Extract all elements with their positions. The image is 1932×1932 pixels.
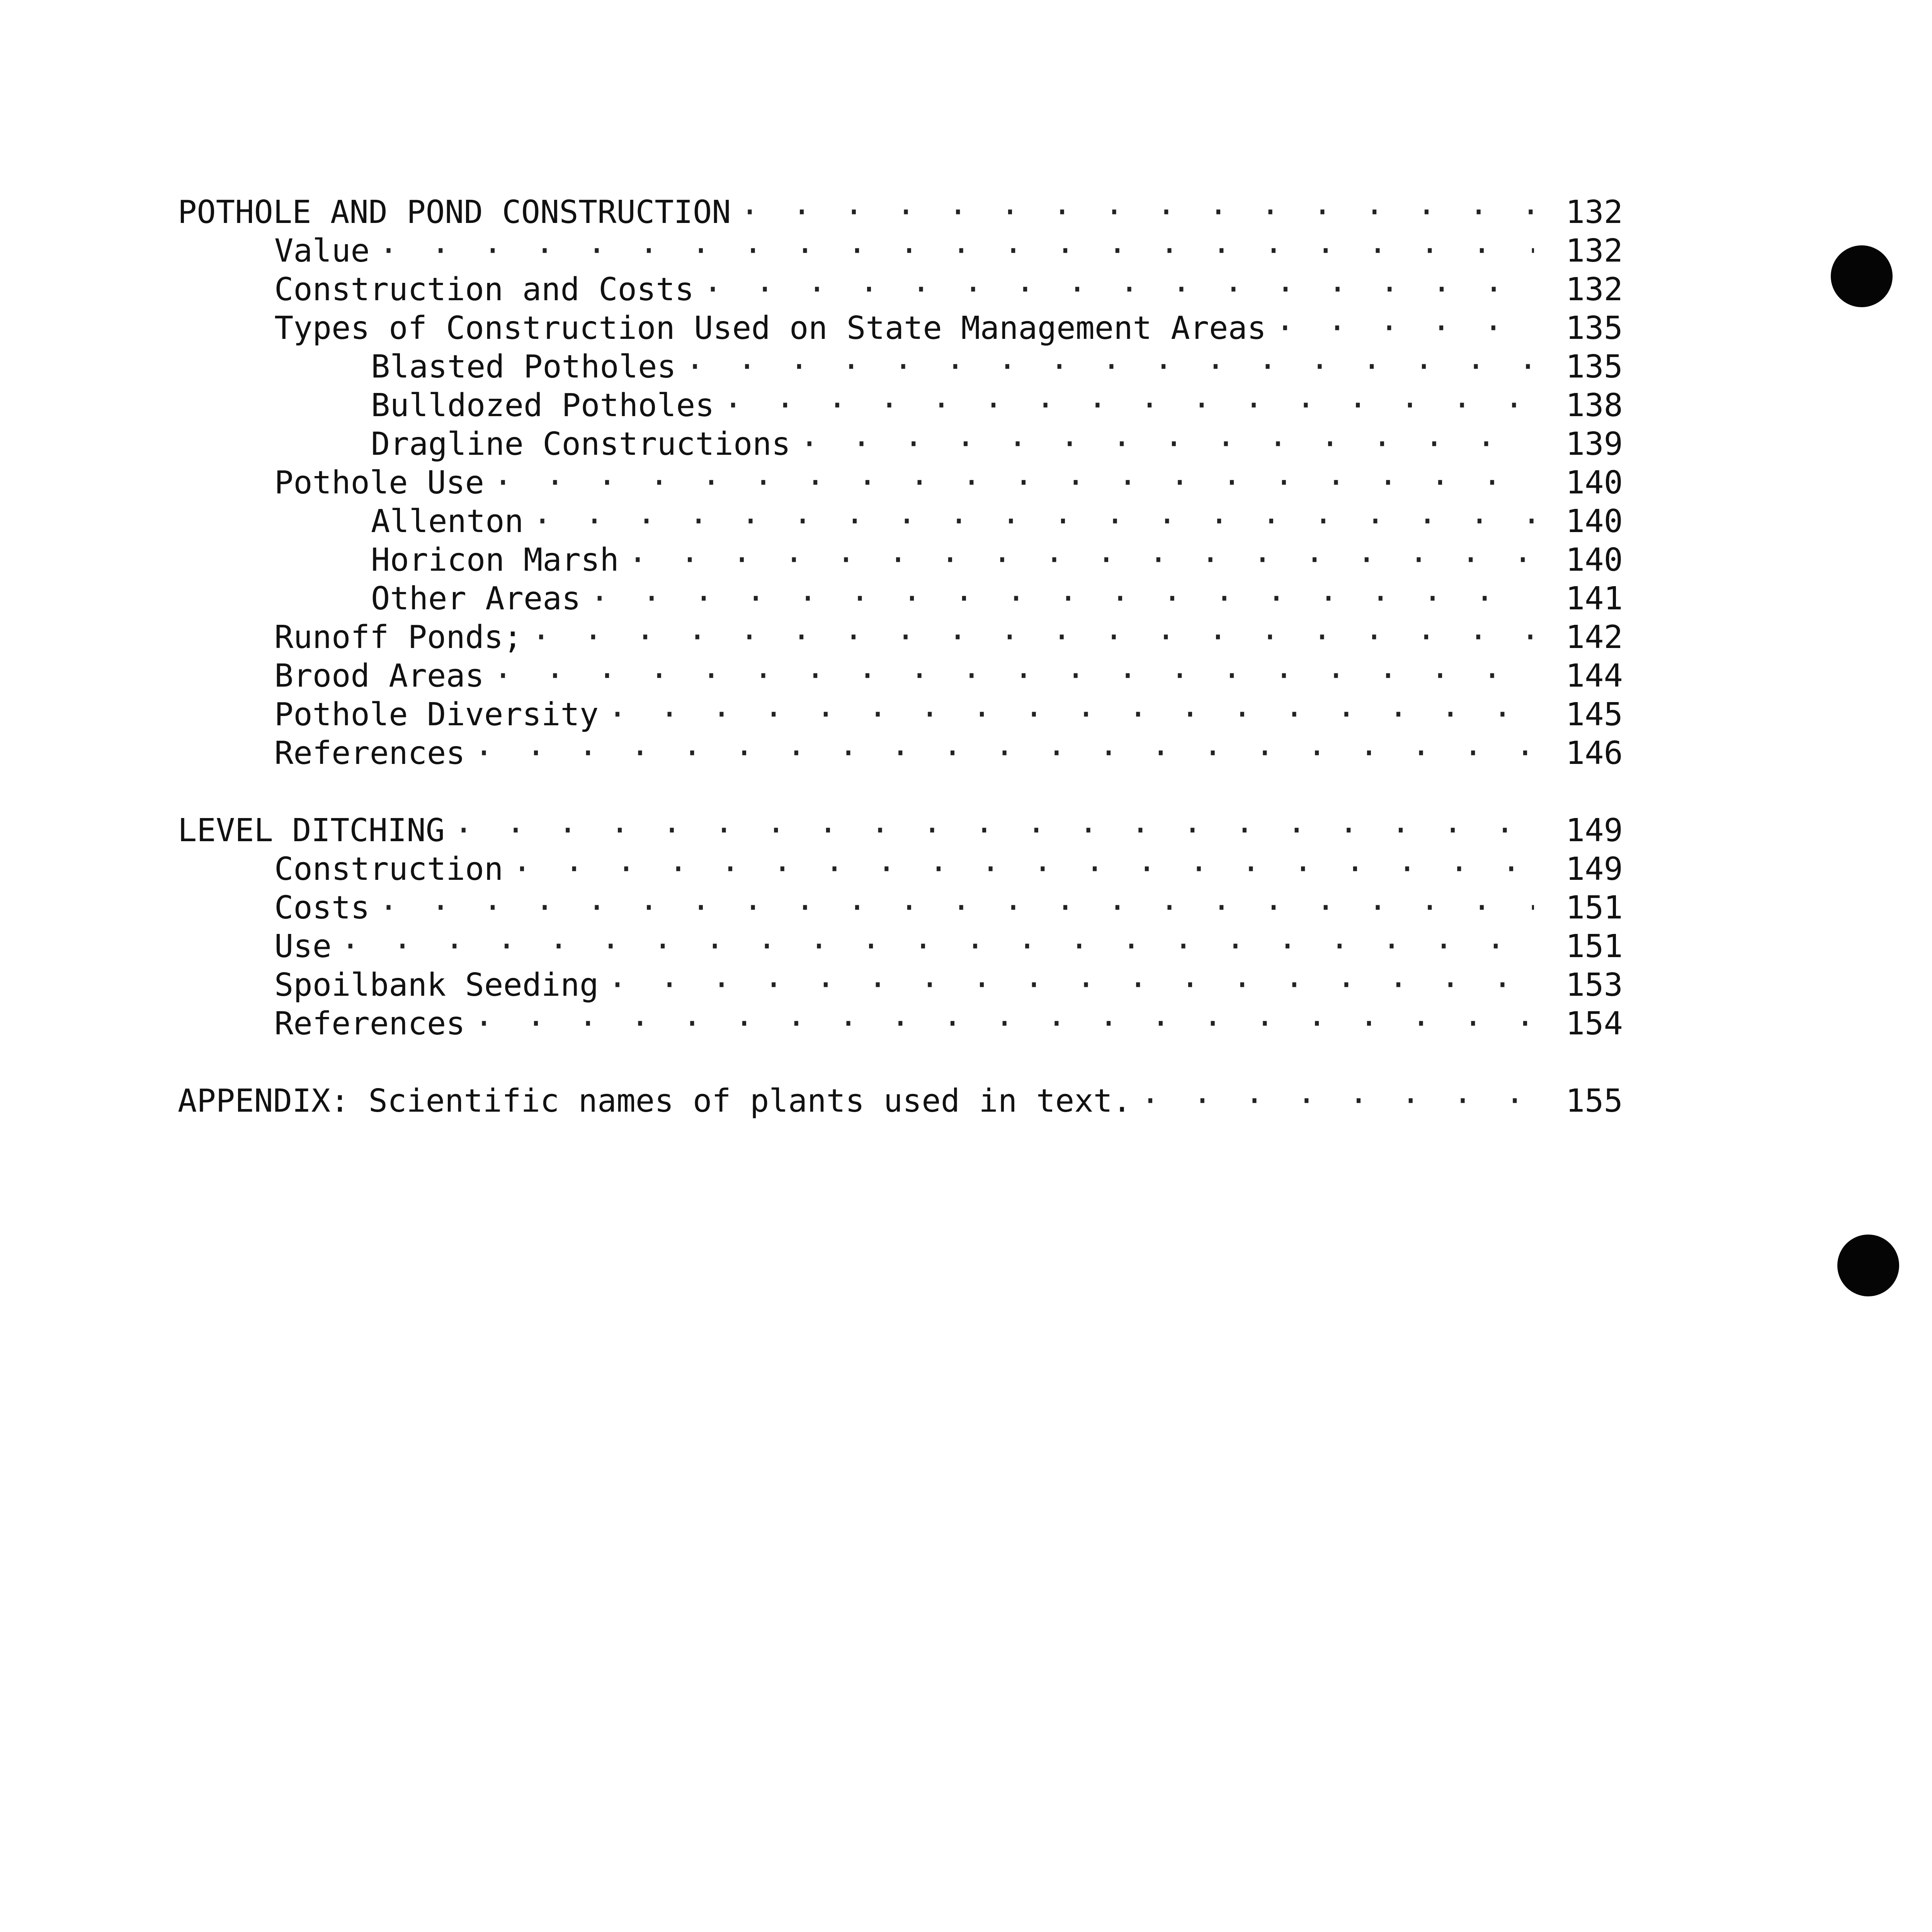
toc-entry xyxy=(178,270,1623,309)
toc-entry-label: Construction and Costs xyxy=(274,271,694,308)
toc-entry-label: Construction xyxy=(274,851,503,888)
toc-entry-page: 140 xyxy=(1565,542,1623,578)
toc-entry xyxy=(178,696,1623,734)
toc-entry-page: 139 xyxy=(1565,426,1623,463)
toc-entry-label: Value xyxy=(274,233,370,269)
toc-section-pothole-and-pond-construction xyxy=(178,193,1623,773)
toc-entry xyxy=(178,927,1623,966)
dot-leader xyxy=(1276,309,1534,348)
toc-entry-label: Other Areas xyxy=(371,580,581,617)
toc-entry-label: Bulldozed Potholes xyxy=(371,387,714,424)
dot-leader xyxy=(590,580,1534,618)
toc-entry-label: Allenton xyxy=(371,503,524,540)
toc-entry xyxy=(178,657,1623,696)
toc-entry xyxy=(178,425,1623,464)
binder-hole xyxy=(1837,1235,1899,1296)
dot-leader xyxy=(474,1005,1534,1043)
toc-entry-page: 154 xyxy=(1565,1005,1623,1042)
dot-leader xyxy=(493,657,1534,696)
toc-section-appendix xyxy=(178,1082,1623,1121)
toc-entry-label: Spoilbank Seeding xyxy=(274,967,599,1003)
toc-entry xyxy=(178,1005,1623,1043)
toc-entry xyxy=(178,734,1623,773)
toc-entry-page: 151 xyxy=(1565,928,1623,965)
toc-entry-label: Costs xyxy=(274,889,370,926)
toc-entry xyxy=(178,966,1623,1005)
toc-entry-label: POTHOLE AND POND CONSTRUCTION xyxy=(178,194,731,231)
dot-leader xyxy=(703,270,1534,309)
toc-entry-page: 142 xyxy=(1565,619,1623,656)
toc-entry-page: 149 xyxy=(1565,851,1623,888)
toc-entry-label: Blasted Potholes xyxy=(371,349,676,385)
toc-entry-label: Dragline Constructions xyxy=(371,426,791,463)
toc-entry xyxy=(178,464,1623,502)
toc-entry-label: Runoff Ponds; xyxy=(274,619,522,656)
dot-leader xyxy=(724,386,1534,425)
toc-entry-page: 132 xyxy=(1565,194,1623,231)
binder-hole xyxy=(1831,245,1893,307)
dot-leader xyxy=(379,232,1534,270)
toc-entry-page: 155 xyxy=(1565,1083,1623,1119)
toc-entry-page: 135 xyxy=(1565,349,1623,385)
toc-entry-label: References xyxy=(274,735,465,772)
toc-entry-page: 149 xyxy=(1565,812,1623,849)
dot-leader xyxy=(532,618,1534,657)
toc-entry-page: 141 xyxy=(1565,580,1623,617)
toc-entry-page: 132 xyxy=(1565,271,1623,308)
dot-leader xyxy=(740,193,1534,232)
toc-entry-page: 140 xyxy=(1565,464,1623,501)
toc-entry-page: 145 xyxy=(1565,696,1623,733)
dot-leader xyxy=(341,927,1534,966)
dot-leader xyxy=(1141,1082,1534,1121)
dot-leader xyxy=(800,425,1534,464)
toc-entry-label: APPENDIX: Scientific names of plants used in text. xyxy=(178,1083,1132,1119)
toc-entry xyxy=(178,309,1623,348)
toc-entry xyxy=(178,1082,1623,1121)
dot-leader xyxy=(474,734,1534,773)
dot-leader xyxy=(512,850,1534,889)
toc-entry-label: Pothole Use xyxy=(274,464,485,501)
toc-entry xyxy=(178,193,1623,232)
toc-entry xyxy=(178,386,1623,425)
dot-leader xyxy=(493,464,1534,502)
toc-entry-label: Horicon Marsh xyxy=(371,542,619,578)
toc-entry-page: 132 xyxy=(1565,233,1623,269)
toc-entry xyxy=(178,502,1623,541)
toc-entry-label: Brood Areas xyxy=(274,658,485,694)
dot-leader xyxy=(379,889,1534,927)
dot-leader xyxy=(533,502,1534,541)
toc-entry-page: 151 xyxy=(1565,889,1623,926)
toc-entry xyxy=(178,541,1623,580)
dot-leader xyxy=(685,348,1534,386)
toc-entry xyxy=(178,348,1623,386)
toc-entry-label: References xyxy=(274,1005,465,1042)
dot-leader xyxy=(454,811,1534,850)
dot-leader xyxy=(608,696,1534,734)
toc-entry-page: 146 xyxy=(1565,735,1623,772)
toc-entry-label: Types of Construction Used on State Management Areas xyxy=(274,310,1267,347)
table-of-contents xyxy=(178,193,1623,1121)
toc-entry-label: LEVEL DITCHING xyxy=(178,812,445,849)
toc-entry-page: 153 xyxy=(1565,967,1623,1003)
dot-leader xyxy=(628,541,1534,580)
toc-entry xyxy=(178,850,1623,889)
toc-entry-label: Use xyxy=(274,928,332,965)
toc-entry xyxy=(178,232,1623,270)
toc-entry-page: 135 xyxy=(1565,310,1623,347)
toc-section-level-ditching xyxy=(178,811,1623,1043)
dot-leader xyxy=(608,966,1534,1005)
toc-entry-page: 144 xyxy=(1565,658,1623,694)
toc-entry-page: 140 xyxy=(1565,503,1623,540)
toc-entry-label: Pothole Diversity xyxy=(274,696,599,733)
toc-entry xyxy=(178,618,1623,657)
toc-entry-page: 138 xyxy=(1565,387,1623,424)
toc-entry xyxy=(178,580,1623,618)
toc-entry xyxy=(178,889,1623,927)
toc-entry xyxy=(178,811,1623,850)
